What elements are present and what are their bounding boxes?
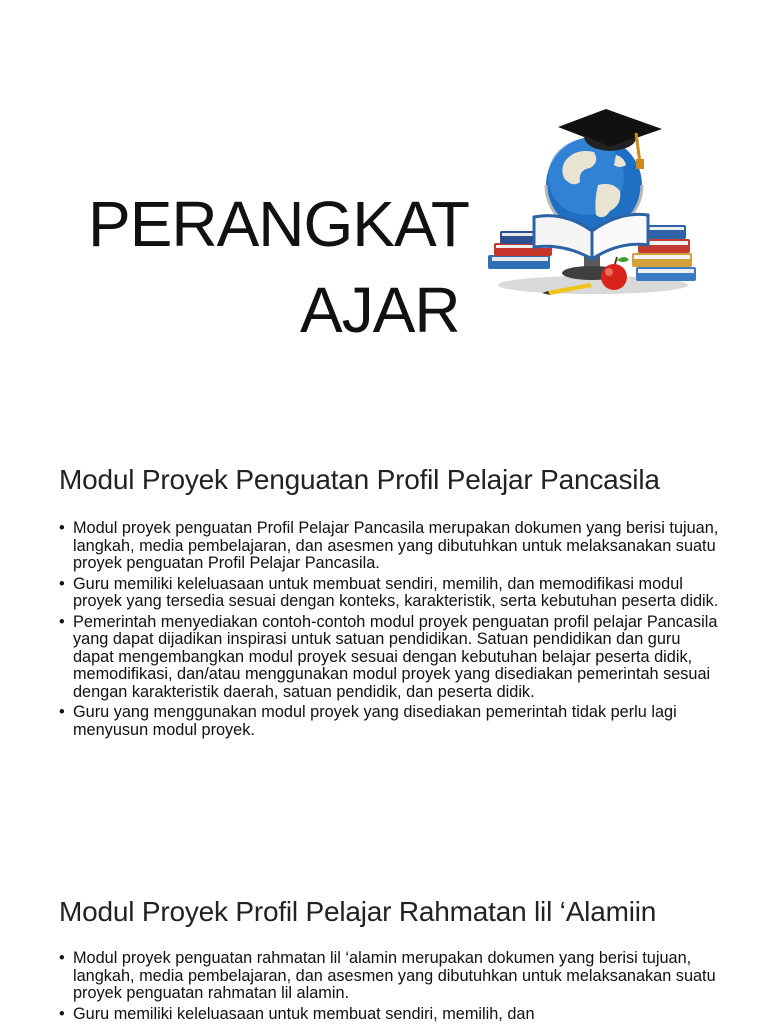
bullet-item bbox=[59, 576, 719, 611]
content-slide-2 bbox=[0, 870, 768, 1024]
title-slide bbox=[0, 0, 768, 420]
bullet-text: Guru memiliki keleluasaan untuk membuat sendiri, memilih, dan bbox=[73, 1004, 535, 1023]
bullet-marker: • bbox=[59, 519, 65, 537]
bullet-marker: • bbox=[59, 1004, 65, 1023]
slide-heading: Modul Proyek Penguatan Profil Pelajar Pancasila bbox=[59, 464, 660, 495]
bullet-text: Pemerintah menyediakan contoh-contoh modul proyek penguatan profil pelajar Pancasila yang dapat dijadikan inspirasi untuk satuan pendidikan. Satuan pendidikan dan guru dapat mengembangkan modul proyek sesuai dengan kebutuhan belajar peserta didik, memodifikasi, dan/atau menggunakan modul proyek yang disediakan pemerintah sesuai dengan karakteristik daerah, satuan pendidik, dan peserta didik. bbox=[73, 612, 718, 701]
slide-heading: Modul Proyek Profil Pelajar Rahmatan lil ‘Alamiin bbox=[59, 896, 657, 927]
bullet-item bbox=[59, 704, 719, 739]
bullet-item bbox=[59, 614, 719, 702]
bullet-list bbox=[59, 950, 719, 1024]
bullet-text: Guru yang menggunakan modul proyek yang disediakan pemerintah tidak perlu lagi menyusun modul proyek. bbox=[73, 703, 677, 739]
bullet-marker: • bbox=[59, 612, 65, 631]
content-slide-1 bbox=[0, 440, 768, 860]
bullet-marker: • bbox=[59, 949, 65, 967]
bullet-list bbox=[59, 520, 719, 742]
bullet-item bbox=[59, 950, 719, 1003]
bullet-text: Guru memiliki keleluasaan untuk membuat sendiri, memilih, dan memodifikasi modul proyek yang tersedia sesuai dengan konteks, karakteristik, serta kebutuhan peserta didik. bbox=[73, 574, 719, 610]
bullet-marker: • bbox=[59, 574, 65, 593]
title-line-1: PERANGKAT bbox=[88, 187, 469, 260]
title-line-2: AJAR bbox=[300, 273, 460, 346]
bullet-text: Modul proyek penguatan Profil Pelajar Pancasila merupakan dokumen yang berisi tujuan, langkah, media pembelajaran, dan asesmen yang dibutuhkan untuk melaksanakan suatu proyek penguatan Profil Pelajar Pancasila. bbox=[73, 519, 719, 572]
bullet-item bbox=[59, 520, 719, 573]
bullet-item bbox=[59, 1006, 719, 1024]
bullet-text: Modul proyek penguatan rahmatan lil ‘alamin merupakan dokumen yang berisi tujuan, langkah, media pembelajaran, dan asesmen yang dibutuhkan untuk melaksanakan suatu proyek penguatan rahmatan lil alamin. bbox=[73, 949, 716, 1002]
presentation-title bbox=[88, 181, 469, 353]
bullet-marker: • bbox=[59, 703, 65, 721]
graduation-globe-books-icon bbox=[486, 105, 700, 300]
